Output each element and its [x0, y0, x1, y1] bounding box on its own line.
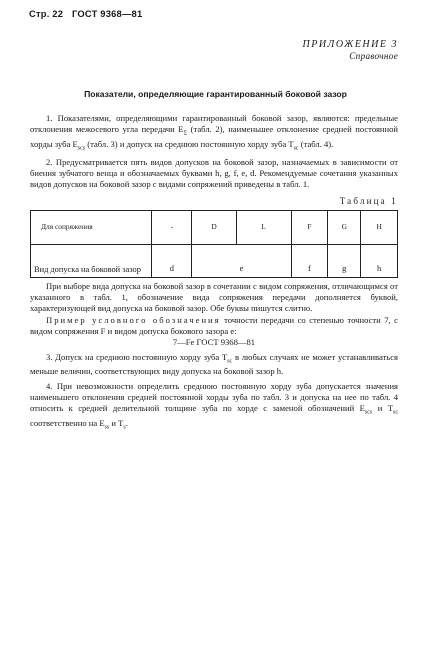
table-header-cell: G	[328, 210, 361, 244]
table-header-cell: H	[361, 210, 398, 244]
paragraph-example: Пример условного обозначения точности передачи со степенью точности 7, с видом сопряжения F и видом допуска бокового зазора e:	[30, 314, 398, 336]
paragraph-5: 4. При невозможности определить среднюю постоянную хорду зуба допускается значения наименьшего отклонения средней постоянной хорды зуба по табл. 3 и допуска на нее по табл. 4 относить к средней делительной толщине зуба по хорде с заменой обозначений $E_{scs}$ и $T_{sc}$ соответственно на $E_{ss}$ и $T_s$.	[30, 380, 399, 431]
table-header-row	[31, 210, 398, 244]
paragraph-3: При выборе вида допуска на боковой зазор в сочетании с видом сопряжения, отличающимся от указанного в табл. 1, обозначение вида сопряжения передачи дополняется буквой, характеризующей вид допуска на боковой зазор. Обе буквы пишутся слитно.	[30, 280, 398, 314]
table-cell: h	[361, 244, 398, 277]
standard-code: ГОСТ 9368—81	[71, 8, 143, 19]
appendix-title: ПРИЛОЖЕНИЕ 3	[302, 39, 398, 50]
appendix-subtitle: Справочное	[349, 51, 398, 61]
page-header	[29, 8, 148, 20]
table-header-cell: -	[152, 210, 192, 244]
table-label: Таблица 1	[339, 195, 398, 206]
table-header-label: Для сопряжения	[31, 210, 152, 244]
table-cell: e	[192, 244, 291, 277]
table-row-label: Вид допуска на боковой зазор	[31, 244, 152, 277]
table-cell: d	[152, 244, 192, 277]
document-body	[30, 113, 398, 432]
paragraph-2: 2. Предусматривается пять видов допусков на боковой зазор, назначаемых в зависимости от биения зубчатого венца и обозначаемых буквами h, g, f, e, d. Рекомендуемые сочетания указанных видов допусков на боковой зазор с видами сопряжений приведены в табл. 1.	[30, 156, 398, 190]
paragraph-1: 1. Показателями, определяющими гарантированный боковой зазор, являются: предельные отклонения межосевого угла передачи $E_\Sigma$ (табл. 2), наименьшее отклонение средней постоянной хорды зуба $E_{scs}$ (табл. 3) и допуск на среднюю постоянную хорду зуба $T_{sc}$ (табл. 4).	[30, 113, 398, 152]
table-cell: g	[328, 244, 361, 277]
appendix-block	[303, 38, 399, 63]
example-lead: Пример условного обозначения	[46, 314, 221, 325]
page-number: Стр. 22	[29, 8, 64, 19]
table-header-cell: F	[291, 210, 328, 244]
example-formula: 7—Fe ГОСТ 9368—81	[172, 337, 256, 348]
table-row	[31, 244, 398, 277]
paragraph-4: 3. Допуск на среднюю постоянную хорду зуба $T_{sc}$ в любых случаях не может устанавливаться меньше величин, соответствующих виду допуска на боковой зазор h.	[30, 351, 398, 377]
table-header-cell: D	[192, 210, 236, 244]
table-cell: f	[291, 244, 328, 277]
table-1	[30, 210, 398, 278]
table-header-cell: L	[236, 210, 291, 244]
section-title: Показатели, определяющие гарантированный боковой зазор	[84, 89, 347, 99]
